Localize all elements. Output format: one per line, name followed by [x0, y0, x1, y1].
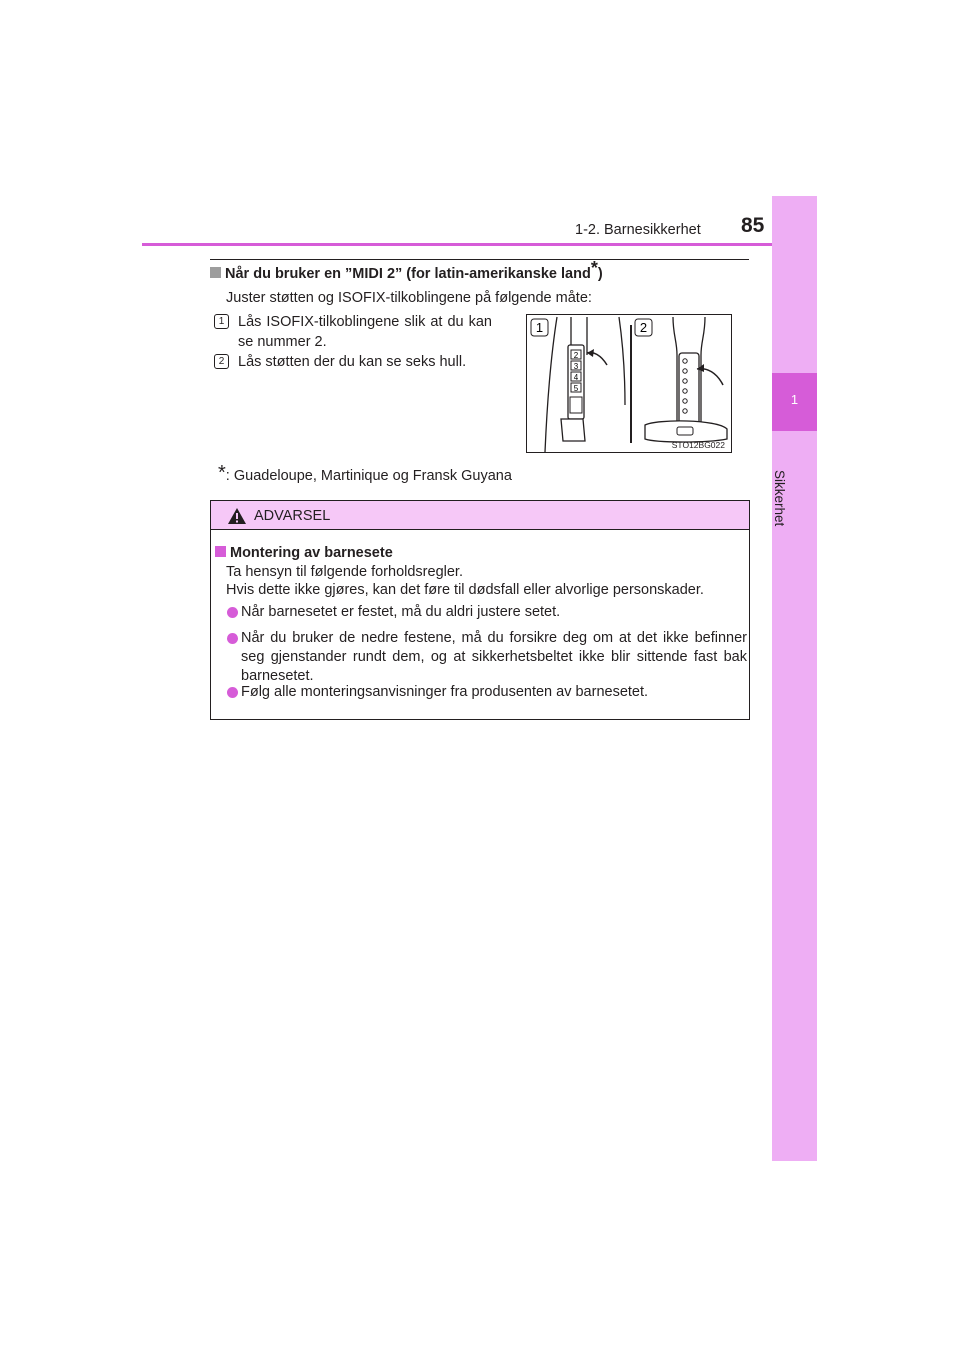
section-intro: Juster støtten og ISOFIX-tilkoblingene på følgende måte:: [226, 290, 592, 306]
heading-square-icon: [210, 267, 221, 278]
step-number-badge: 2: [214, 354, 229, 369]
bullet-dot-icon: [227, 633, 238, 644]
scale-number: 5: [573, 384, 579, 393]
warning-paragraph: Ta hensyn til følgende forholdsregler.: [226, 564, 463, 580]
bullet-text: Når barnesetet er festet, må du aldri justere setet.: [241, 604, 561, 620]
section-heading-text: Når du bruker en ”MIDI 2” (for latin-amerikanske land: [225, 266, 591, 282]
warning-subheading-text: Montering av barnesete: [230, 545, 393, 561]
chapter-tab-label: Sikkerhet: [772, 470, 787, 527]
isofix-drawing: [527, 315, 731, 452]
step-1: [214, 312, 492, 352]
figure-code: STO12BG022: [671, 440, 725, 450]
footnote: [218, 462, 512, 484]
warning-bullet: [227, 603, 747, 622]
bullet-text: Følg alle monteringsanvisninger fra produsenten av barnesetet.: [241, 684, 649, 700]
figure-callout-2: 2: [639, 320, 648, 335]
step-text: Lås støtten der du kan se seks hull.: [238, 354, 467, 370]
warning-box: [210, 500, 750, 720]
warning-header: [211, 501, 749, 530]
section-heading-close: ): [597, 266, 603, 282]
section-heading: [210, 258, 603, 282]
step-number-badge: 1: [214, 314, 229, 329]
chapter-section-title: 1-2. Barnesikkerhet: [575, 222, 701, 238]
scale-number: 2: [573, 351, 579, 360]
isofix-illustration: [526, 314, 732, 453]
scale-number: 4: [573, 373, 579, 382]
warning-bullet: [227, 683, 747, 702]
footnote-star: *: [218, 462, 226, 484]
warning-bullet: [227, 629, 747, 686]
warning-label: ADVARSEL: [254, 508, 331, 524]
step-text: Lås ISOFIX-tilkoblingene slik at du kan se nummer 2.: [238, 314, 492, 350]
section-divider: [210, 259, 749, 260]
scale-number: 3: [573, 362, 579, 371]
page-number: 85: [741, 214, 765, 237]
bullet-text: Når du bruker de nedre festene, må du forsikre deg om at det ikke befinner seg gjenstander rundt dem, og at sikkerhetsbeltet ikke blir sittende fast bak barnesetet.: [241, 630, 747, 684]
footnote-marker: *: [590, 258, 598, 278]
chapter-tab-number: 1: [790, 392, 799, 407]
bullet-dot-icon: [227, 607, 238, 618]
subheading-square-icon: [215, 546, 226, 557]
warning-paragraph: Hvis dette ikke gjøres, kan det føre til dødsfall eller alvorlige personskader.: [226, 582, 704, 598]
footnote-text: : Guadeloupe, Martinique og Fransk Guyana: [225, 468, 512, 484]
figure-callout-1: 1: [535, 320, 544, 335]
step-2: [214, 352, 514, 372]
chapter-side-tab: [772, 196, 817, 1161]
bullet-dot-icon: [227, 687, 238, 698]
header-divider: [142, 243, 790, 246]
warning-subheading: [215, 545, 393, 561]
warning-triangle-icon: [227, 507, 247, 525]
